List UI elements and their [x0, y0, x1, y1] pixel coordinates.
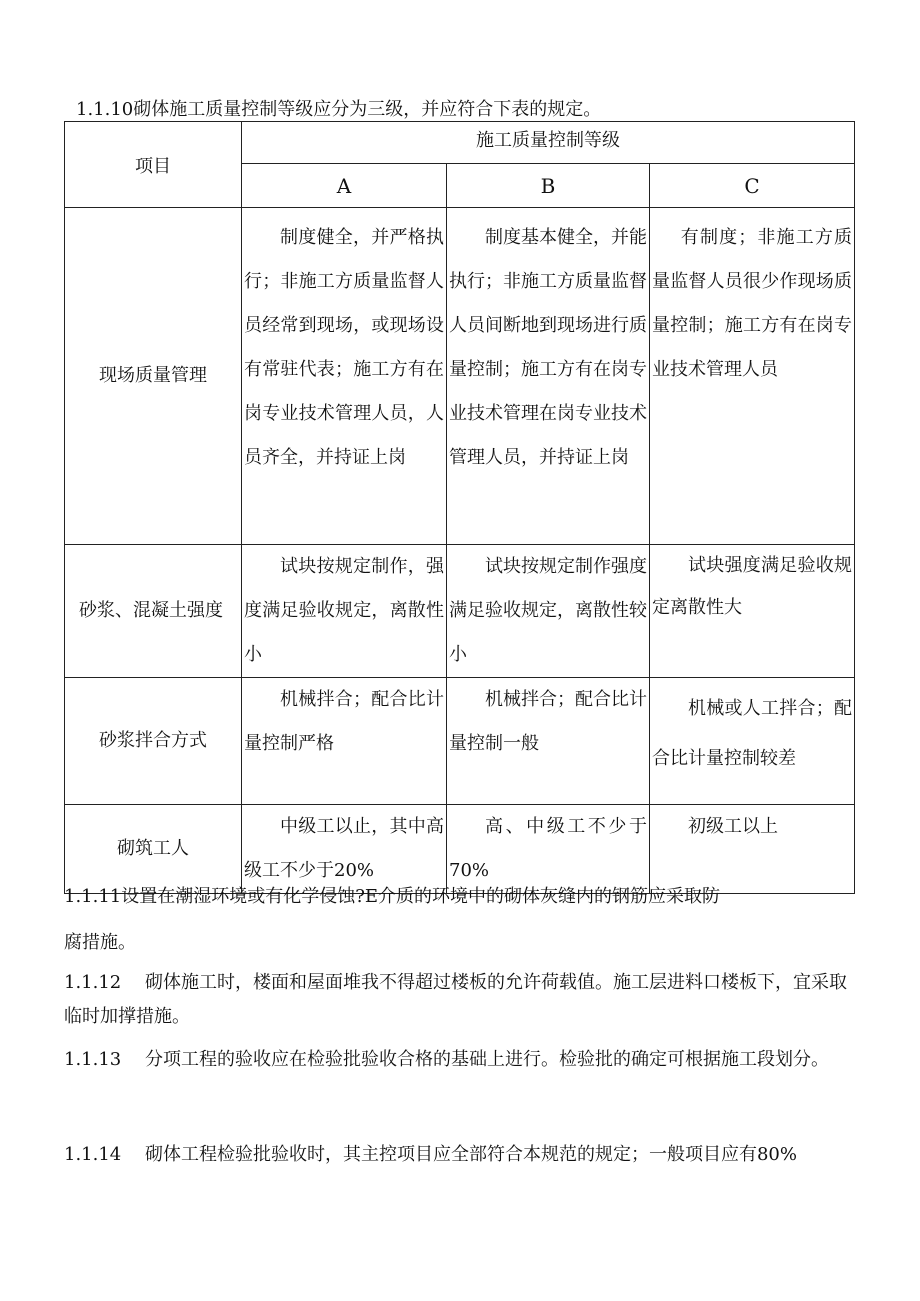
cell-grade-a: 试块按规定制作，强度满足验收规定，离散性小	[242, 545, 447, 678]
cell-grade-b: 高、中级工不少于70%	[447, 805, 650, 894]
header-grade-a: A	[242, 164, 447, 208]
intro-heading: 1.1.10砌体施工质量控制等级应分为三级，并应符合下表的规定。	[76, 99, 602, 120]
cell-grade-a: 机械拌合；配合比计量控制严格	[242, 678, 447, 805]
cell-grade-c: 初级工以上	[650, 805, 855, 894]
paragraph-1-1-14: 1.1.14 砌体工程检验批验收时，其主控项目应全部符合本规范的规定；一般项目应有80%	[64, 1144, 797, 1165]
cell-grade-c: 试块强度满足验收规定离散性大	[650, 545, 855, 678]
cell-grade-b: 机械拌合；配合比计量控制一般	[447, 678, 650, 805]
row-label: 砌筑工人	[65, 805, 242, 894]
quality-control-table	[64, 121, 855, 894]
cell-grade-a: 制度健全，并严格执行；非施工方质量监督人员经常到现场，或现场设有常驻代表；施工方有在岗专业技术管理人员，人员齐全，并持证上岗	[242, 208, 447, 545]
paragraph-1-1-13: 1.1.13 分项工程的验收应在检验批验收合格的基础上进行。检验批的确定可根据施工段划分。	[64, 1049, 829, 1070]
header-grade-c: C	[650, 164, 855, 208]
cell-grade-c: 机械或人工拌合；配合比计量控制较差	[650, 678, 855, 805]
paragraph-1-1-11: 1.1.11设置在潮湿环境或有化学侵蚀?E介质的环境中的砌体灰缝内的钢筋应采取防	[64, 886, 721, 907]
header-item: 项目	[65, 122, 242, 208]
row-label: 砂浆、混凝土强度	[65, 545, 242, 678]
header-grade-b: B	[447, 164, 650, 208]
cell-grade-a: 中级工以止，其中高级工不少于20%	[242, 805, 447, 894]
table-row	[65, 545, 855, 678]
paragraph-1-1-12: 1.1.12 砌体施工时，楼面和屋面堆我不得超过楼板的允许荷载值。施工层进料口楼板下，宜采取临时加撑措施。	[64, 972, 847, 1027]
row-label: 砂浆拌合方式	[65, 678, 242, 805]
cell-grade-c: 有制度；非施工方质量监督人员很少作现场质量控制；施工方有在岗专业技术管理人员	[650, 208, 855, 545]
table-row	[65, 678, 855, 805]
row-label: 现场质量管理	[65, 208, 242, 545]
header-quality-grade: 施工质量控制等级	[242, 122, 855, 164]
cell-grade-b: 试块按规定制作强度满足验收规定，离散性较小	[447, 545, 650, 678]
cell-grade-b: 制度基本健全，并能执行；非施工方质量监督人员间断地到现场进行质量控制；施工方有在岗专业技术管理在岗专业技术管理人员，并持证上岗	[447, 208, 650, 545]
table-row	[65, 208, 855, 545]
paragraph-1-1-11-cont: 腐措施。	[64, 932, 136, 953]
